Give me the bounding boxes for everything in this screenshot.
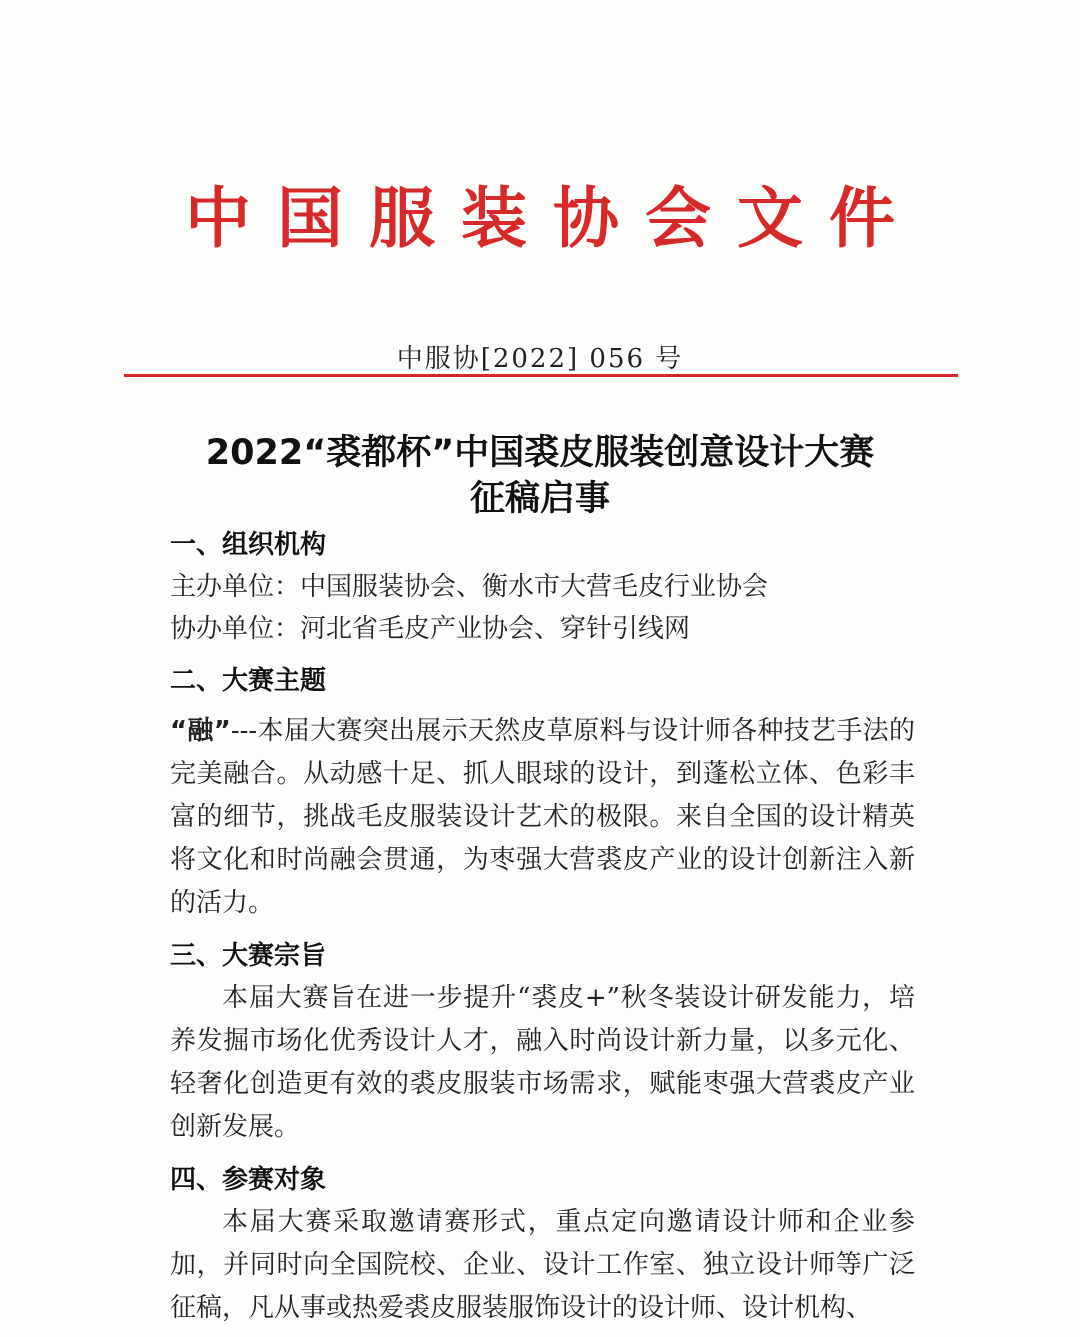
document-number: 中服协[2022] 056 号 (396, 344, 684, 374)
section-heading-purpose: 三、大赛宗旨 (170, 941, 327, 971)
section-heading-theme: 二、大赛主题 (170, 666, 327, 696)
notice-title-line2: 征稿启事 (469, 479, 610, 519)
host-organizers: 主办单位：中国服装协会、衡水市大营毛皮行业协会 (170, 572, 769, 602)
theme-keyword: “融” (170, 716, 231, 746)
masthead-title: 中国服装协会文件 (185, 179, 921, 257)
notice-title-line1: 2022“裘都杯”中国裘皮服装创意设计大赛 (205, 433, 875, 473)
red-divider (124, 374, 958, 377)
notice-title (0, 430, 1080, 522)
section-heading-participants: 四、参赛对象 (170, 1165, 327, 1195)
purpose-paragraph: 本届大赛旨在进一步提升“裘皮+”秋冬装设计研发能力，培养发掘市场化优秀设计人才，融入时尚设计新力量，以多元化、轻奢化创造更有效的裘皮服装市场需求，赋能枣强大营裘皮产业创新发展。 (170, 983, 915, 1142)
section-heading-organization: 一、组织机构 (170, 530, 327, 560)
theme-text: ---本届大赛突出展示天然皮草原料与设计师各种技艺手法的完美融合。从动感十足、抓人眼球的设计，到蓬松立体、色彩丰富的细节，挑战毛皮服装设计艺术的极限。来自全国的设计精英将文化和时尚融会贯通，为枣强大营裘皮产业的设计创新注入新的活力。 (170, 716, 915, 918)
document-body (170, 524, 915, 1330)
theme-paragraph (170, 710, 915, 925)
participants-paragraph: 本届大赛采取邀请赛形式，重点定向邀请设计师和企业参加，并同时向全国院校、企业、设计工作室、独立设计师等广泛征稿，凡从事或热爱裘皮服装服饰设计的设计师、设计机构、 (170, 1207, 915, 1323)
co-organizers: 协办单位：河北省毛皮产业协会、穿针引线网 (170, 614, 691, 644)
